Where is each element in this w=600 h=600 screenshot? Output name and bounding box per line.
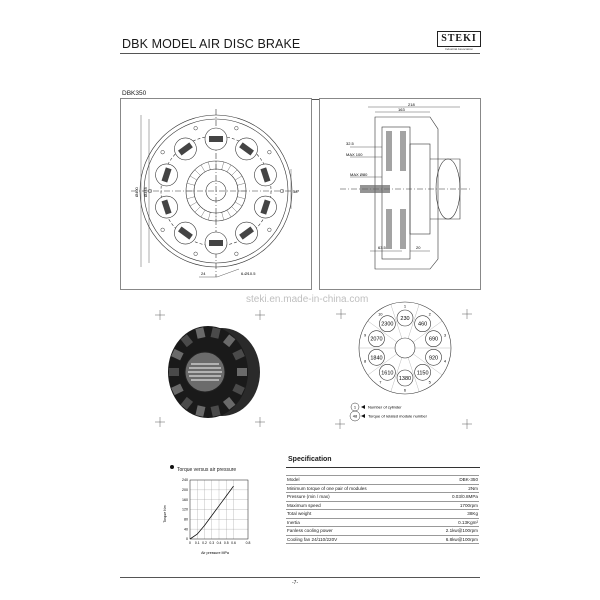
legend-example-cylinder: 1 [353,404,357,410]
photo-pad-block [237,368,247,376]
spec-value: 38Kg [422,510,479,519]
spec-row [286,493,479,502]
product-photo-svg [150,310,270,428]
dim-offset: 24 [201,271,206,276]
footer-divider [120,577,480,578]
bolt-hole [268,150,272,154]
bolt-hole [161,150,165,154]
module-torque-value: 1610 [381,370,394,377]
torque-chart-heading: Torque versus air pressure [170,458,270,470]
chart-ytick-label: 120 [182,507,188,512]
specification-table-wrap [286,475,479,544]
chart-xtick-label: 0.4 [216,541,222,545]
cylinder-number: 5 [428,379,431,385]
watermark: steki.en.made-in-china.com [246,294,369,305]
spec-label: Maximum speed [286,501,422,510]
chart-ytick-label: 40 [184,527,188,532]
specification-table [286,475,479,544]
photo-pad-block [169,368,179,376]
bolt-hole [235,126,239,130]
side-view-drawing [319,98,481,290]
side-view-svg [320,99,480,289]
product-photo [150,310,270,428]
hub-spoke [208,162,210,170]
module-layout-diagram [330,300,480,430]
spec-value: 2Nm [422,484,479,493]
model-label: DBK350 [122,90,147,97]
brand-logo-subtext: Industrial Association [444,47,474,51]
hub-spoke [235,176,242,180]
bullet-icon [170,465,174,469]
hub-spoke [232,170,238,176]
hub-spoke [222,212,224,220]
hub-spoke [227,165,231,172]
spec-label: Minimum torque of one pair of modules [286,484,422,493]
spec-row [286,510,479,519]
specification-rule [286,467,480,468]
module-torque-value: 920 [428,355,439,362]
module-torque-value: 2300 [381,321,394,328]
cylinder-number: 3 [443,332,447,338]
hub-spoke [201,165,205,172]
bolt-hole [194,126,198,130]
cylinder-number: 2 [428,311,431,317]
chart-xtick-label: 0.2 [202,541,207,545]
spec-value: 0.13Kgm² [422,518,479,527]
module-torque-value: 690 [428,336,439,343]
hub-spoke [201,210,205,217]
hub-spoke [190,202,197,206]
spec-value: DBK-350 [422,476,479,485]
bolt-hole [161,228,165,232]
spec-label: Inertia [286,518,422,527]
chart-xtick-label: 0.8 [245,541,251,545]
spec-label: Fanless cooling power [286,527,422,536]
module-torque-value: 1380 [398,376,412,382]
cylinder-number: 8 [363,358,367,364]
dim-outer-diameter: Ø400 [134,187,139,197]
hub-spoke [187,197,195,199]
page-number: -7- [292,580,299,586]
spec-value: 2.1kw@100rpm [422,527,479,536]
chart-xtick-label: 0.1 [194,541,200,545]
bolt-hole [268,228,272,232]
cylinder-number: 4 [443,358,447,364]
spec-row [286,501,479,510]
dim-hub-length: 63.5 [378,245,386,250]
chart-ytick-label: 200 [182,488,188,493]
module-torque-value: 230 [400,316,410,322]
cylinder-number: 10 [378,311,383,317]
spec-row [286,518,479,527]
chart-xtick-label: 0.3 [209,541,215,545]
hub-spoke [222,162,224,170]
bolt-hole [194,252,198,256]
chart-ytick-label: 240 [182,478,188,483]
spec-value: 1700rpm [422,501,479,510]
module-torque-value: 2070 [370,336,383,343]
chart-xtick-label: 0.6 [231,541,236,545]
front-view-svg [121,99,311,289]
dim-max-bore: MAX 100 [346,152,363,157]
spec-label: Cooling fan 24/110/220V [286,535,422,544]
page-title: DBK MODEL AIR DISC BRAKE [122,37,301,51]
hub-spoke [227,210,231,217]
spec-row [286,527,479,536]
hub-spoke [232,207,238,213]
cylinder-number: 1 [403,303,407,309]
spec-row [286,535,479,544]
cylinder-number: 7 [379,379,382,385]
spec-label: Pressure (min / max) [286,493,422,502]
module-torque-value: 1150 [416,370,429,377]
hub-spoke [237,197,245,199]
torque-chart-svg [160,472,270,557]
chart-ytick-label: 0 [186,537,188,542]
dim-hub-offset: 20 [416,245,421,250]
chart-ylabel: Torque Nm [163,505,167,523]
spec-row [286,484,479,493]
chart-xtick-label: 0 [189,541,191,545]
module-layout-svg [330,300,480,430]
chart-ytick-label: 160 [182,497,188,502]
dim-inner-diameter: Ø378 [143,187,148,197]
legend-example-torque: 48 [352,413,358,419]
dim-overall-length: 218 [408,102,415,107]
dim-bolt-holes: 6-Ø10.5 [241,271,256,276]
hub-spoke [237,183,245,185]
module-torque-value: 460 [418,321,428,328]
chart-xtick-label: 0.5 [223,541,229,545]
brake-pad [209,136,223,142]
bolt-hole [235,252,239,256]
hub-spoke [208,212,210,220]
chart-xlabel: Air pressure MPa [201,551,229,555]
dim-angle: 38° [293,189,300,194]
front-view-drawing [120,98,312,290]
cylinder-number: 9 [363,332,367,338]
spec-value: 6.8kw@100rpm [422,535,479,544]
torque-chart [160,472,270,557]
spec-label: Total weight [286,510,422,519]
dim-body-length: 163 [398,107,405,112]
module-torque-value: 1840 [370,355,383,362]
brake-pad [209,240,223,246]
legend-torque-label: Torque of related module number [368,413,427,419]
hub-spoke [195,207,201,213]
specification-heading: Specification [288,456,332,463]
header-divider [120,53,480,54]
dim-max-shaft: MAX Ø80 [350,172,368,177]
spec-value: 0.03/0.8MPa [422,493,479,502]
spec-row [286,476,479,485]
chart-ytick-label: 80 [184,517,188,522]
legend-cylinder-label: Number of cylinder [368,404,402,410]
brand-logo: STEKI [437,31,481,47]
hub-spoke [235,202,242,206]
hub-spoke [190,176,197,180]
spec-label: Model [286,476,422,485]
hub-spoke [195,170,201,176]
hub-spoke [187,183,195,185]
dim-flange: 32.5 [346,141,354,146]
cylinder-number: 6 [403,387,407,393]
